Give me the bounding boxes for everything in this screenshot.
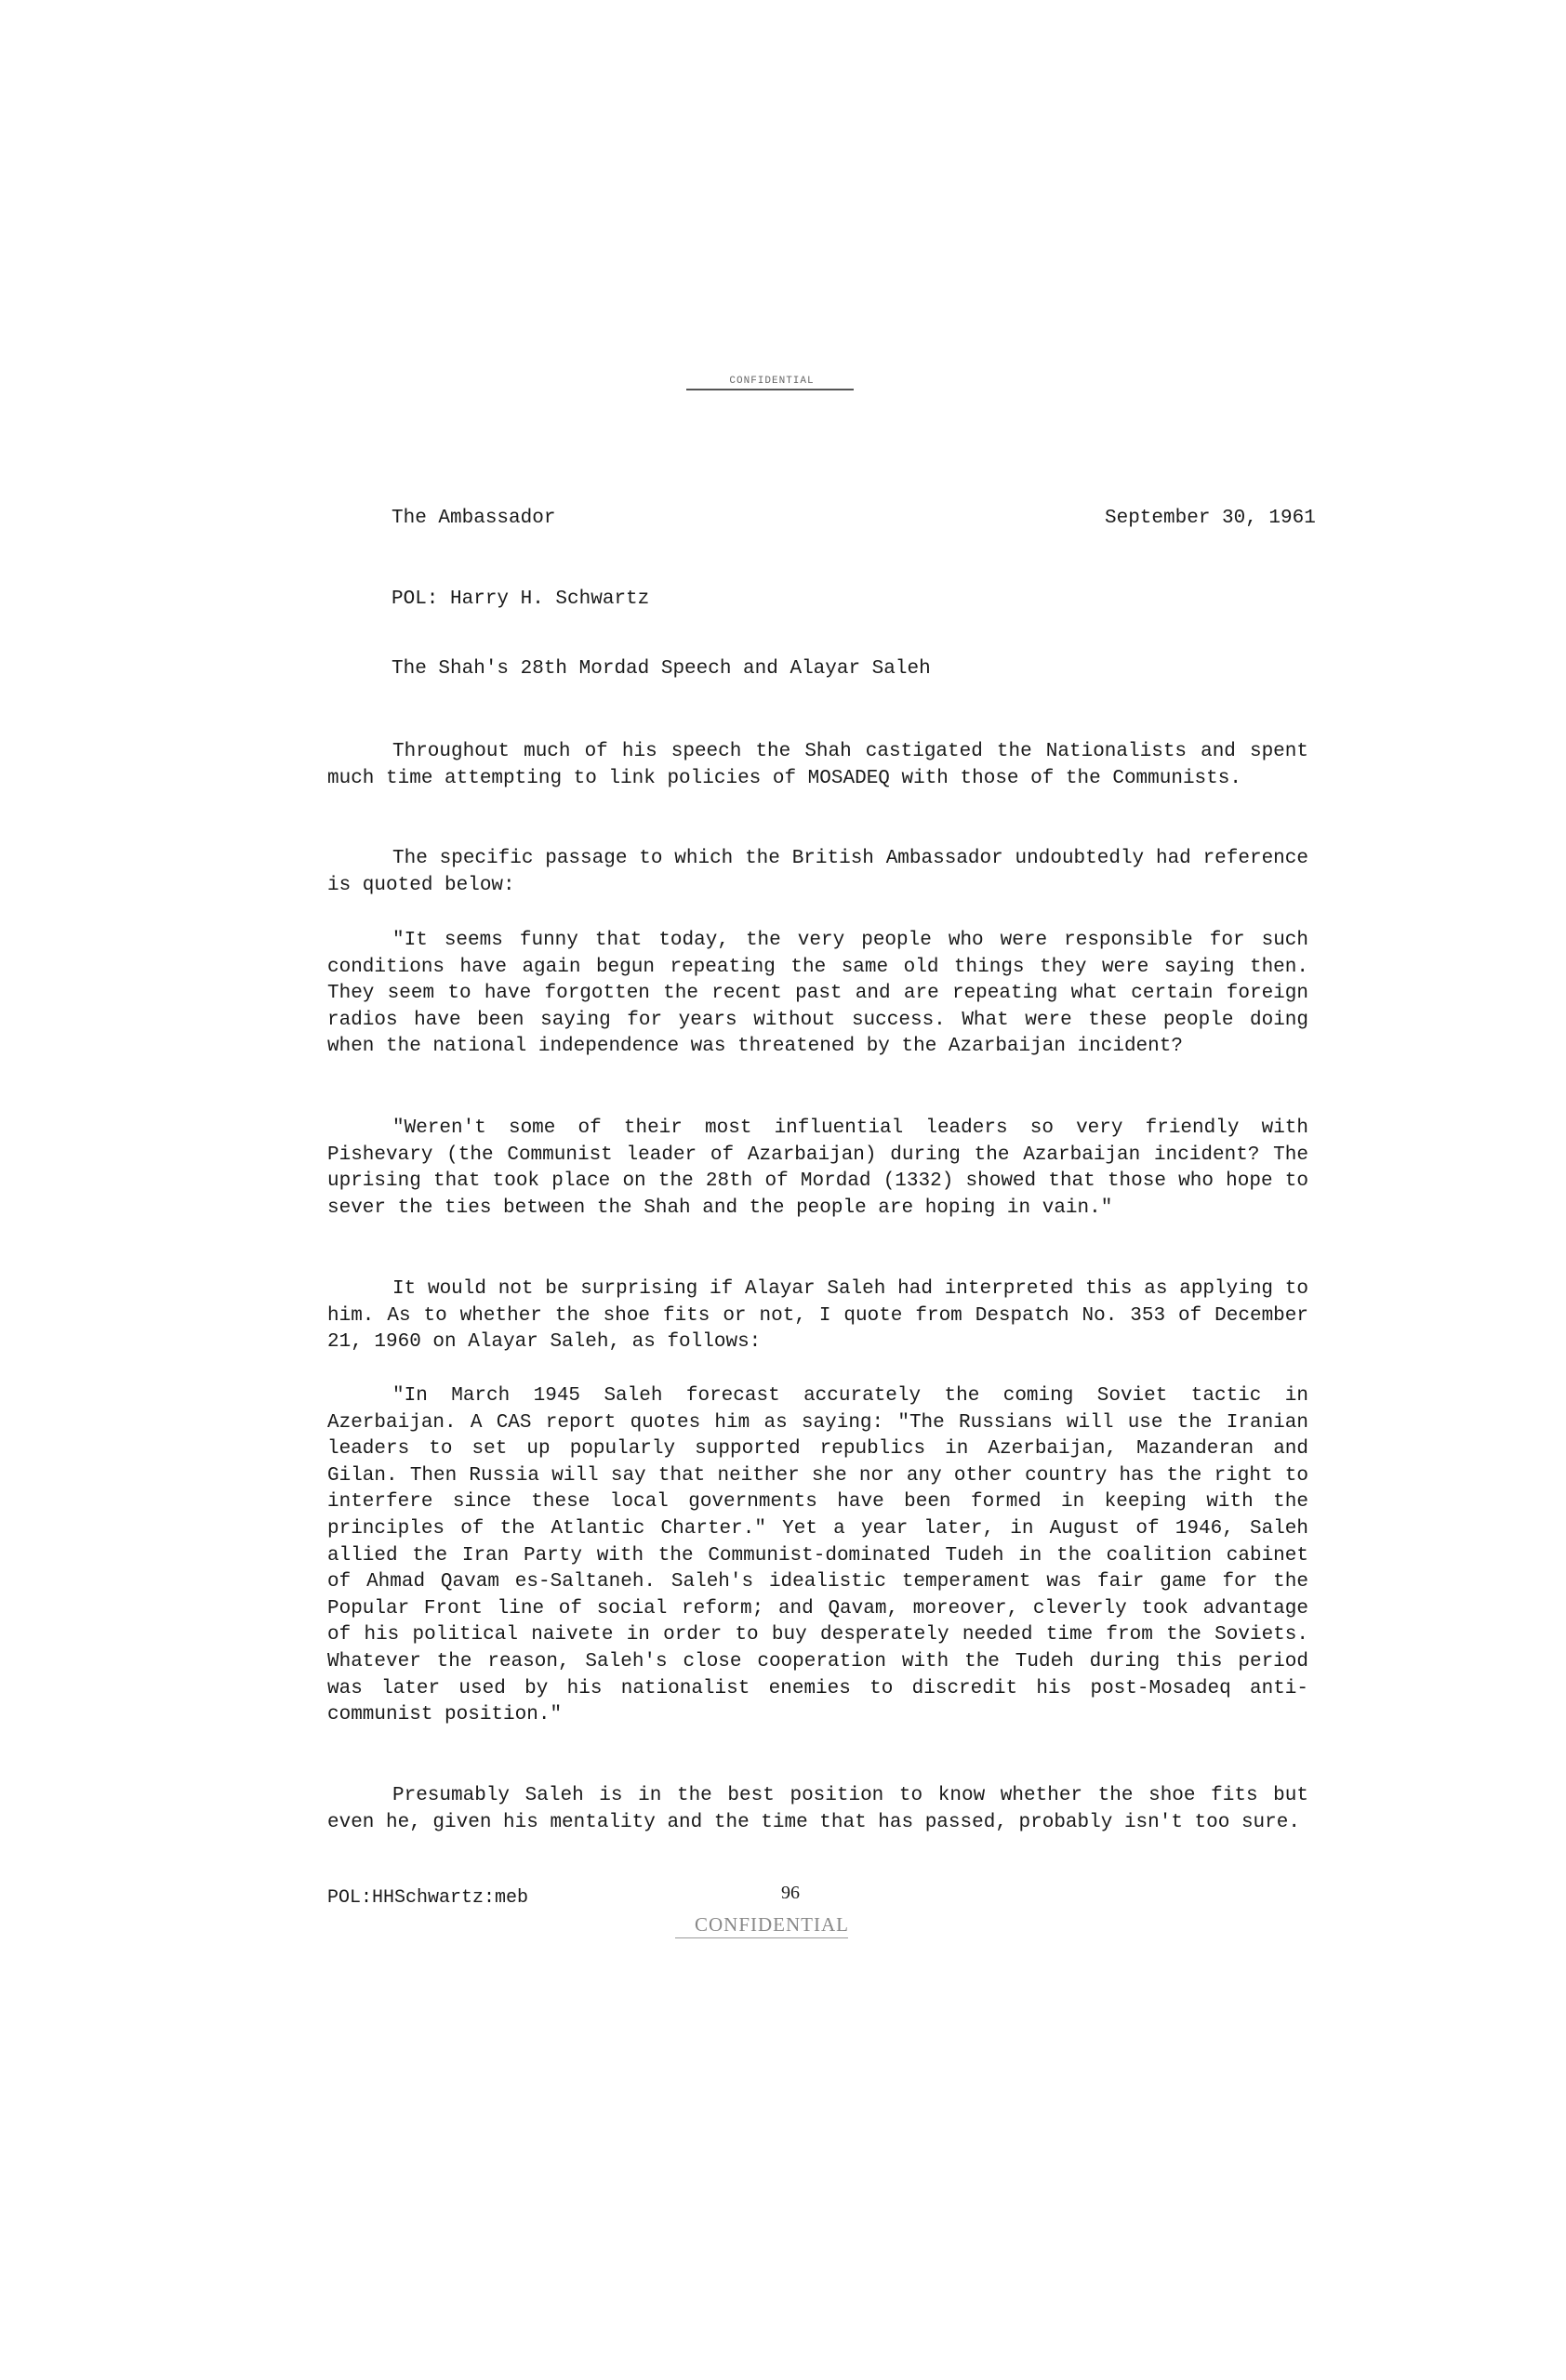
paragraph-reference (327, 846, 1308, 899)
footer-rule (675, 1937, 848, 1938)
paragraph-text: Presumably Saleh is in the best position to know whether the shoe fits but even he, given his mentality and the time that has passed, probably isn't too sure. (327, 1785, 1308, 1833)
paragraph-text: Throughout much of his speech the Shah castigated the Nationalists and spent much time attempting to link policies of MOSADEQ with those of the Communists. (327, 741, 1308, 789)
memo-from: POL: Harry H. Schwartz (392, 588, 650, 610)
header-classification-mark: CONFIDENTIAL (729, 376, 815, 387)
footer-classification-mark: CONFIDENTIAL (695, 1913, 849, 1936)
paragraph-text: It would not be surprising if Alayar Saleh had interpreted this as applying to him. As to whether the shoe fits or not, I quote from Despatch No. 353 of December 21, 1960 on Alayar Saleh, as follows: (327, 1278, 1308, 1354)
drafter-reference: POL:HHSchwartz:meb (327, 1887, 529, 1909)
page-number: 96 (781, 1883, 800, 1903)
quote-text: "Weren't some of their most influential leaders so very friendly with Pishevary (the Communist leader of Azarbaijan) during the Azarbaijan incident? The uprising that took place on the 28th of Mordad (1332) showed that those who hope to sever the ties between the Shah and the people are hoping in vain." (327, 1117, 1308, 1219)
quote-speech-2 (327, 1116, 1308, 1222)
quote-despatch (327, 1383, 1308, 1729)
memo-to: The Ambassador (392, 508, 556, 529)
memo-date: September 30, 1961 (1105, 508, 1316, 529)
paragraph-despatch (327, 1276, 1308, 1356)
memo-subject: The Shah's 28th Mordad Speech and Alayar Saleh (392, 658, 931, 680)
paragraph-intro (327, 739, 1308, 792)
paragraph-text: The specific passage to which the British Ambassador undoubtedly had reference is quoted below: (327, 848, 1308, 896)
quote-text: "It seems funny that today, the very people who were responsible for such conditions have again begun repeating the same old things they were saying then. They seem to have forgotten the recent past and are repeating what certain foreign radios have been saying for years without success. What were these people doing when the national independence was threatened by the Azarbaijan incident? (327, 930, 1308, 1058)
quote-speech-1 (327, 928, 1308, 1061)
paragraph-conclusion (327, 1783, 1308, 1836)
header-rule (686, 389, 854, 390)
quote-text: "In March 1945 Saleh forecast accurately the coming Soviet tactic in Azerbaijan. A CAS report quotes him as saying: "The Russians will use the Iranian leaders to set up popularly supported republics in Azerbaijan, Mazanderan and Gilan. Then Russia will say that neither she nor any other country has the right to interfere since these local governments have been formed in keeping with the principles of the Atlantic Charter." Yet a year later, in August of 1946, Saleh allied the Iran Party with the Communist-dominated Tudeh in the coalition cabinet of Ahmad Qavam es-Saltaneh. Saleh's idealistic temperament was fair game for the Popular Front line of social reform; and Qavam, moreover, cleverly took advantage of his political naivete in order to buy desperately needed time from the Soviets. Whatever the reason, Saleh's close cooperation with the Tudeh during this period was later used by his nationalist enemies to discredit his post-Mosadeq anti-communist position." (327, 1385, 1308, 1726)
